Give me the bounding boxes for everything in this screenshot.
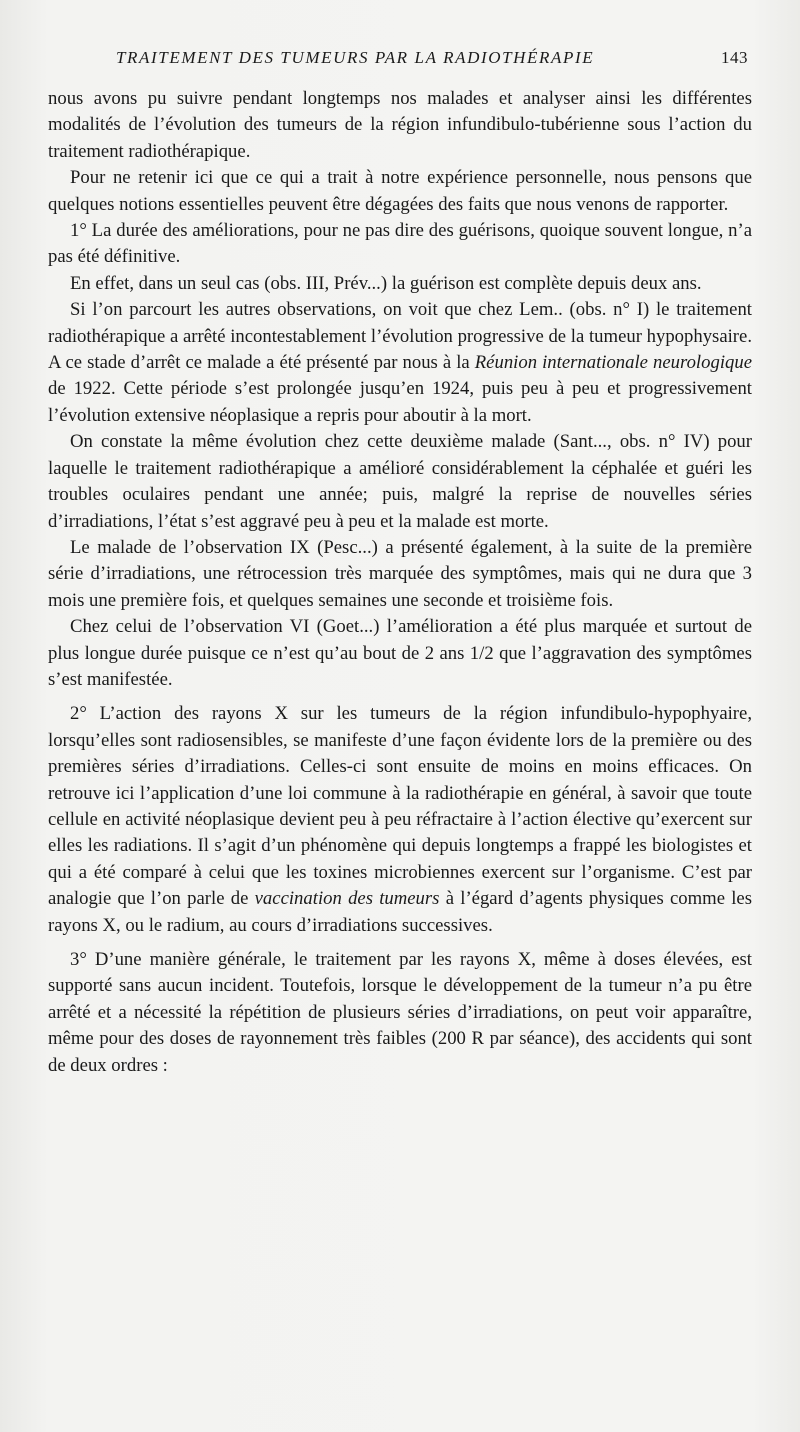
paragraph-4: En effet, dans un seul cas (obs. III, Prév...) la guérison est complète depuis deux ans. (70, 272, 702, 294)
paragraph-9-italic: vaccination des tumeurs (254, 888, 440, 910)
paragraph-7: Le malade de l’observation IX (Pesc...) a présenté également, à la suite de la première série d’irradiations, une rétrocession très marquée des symptômes, mais qui ne dura que 3 mois une première fois, et quelques semaines une seconde et troisième fois. (48, 536, 752, 611)
paragraph-5-text-a: Si l’on parcourt les autres observations, on voit que chez Lem.. (obs. n° I) le traitement radiothérapique a arrêté incontestablement l’évolution progressive de la tumeur hypophysaire. A ce stade d’arrêt ce malade a été présenté par nous à la (48, 299, 752, 374)
page-header (108, 48, 748, 74)
paragraph-8: Chez celui de l’observation VI (Goet...) l’amélioration a été plus marquée et surtout de plus longue durée puisque ce n’est qu’au bout de 2 ans 1/2 que l’aggravation des symptômes s’est manifestée. (48, 616, 752, 690)
paragraph-10: 3° D’une manière générale, le traitement par les rayons X, même à doses élevées, est supporté sans aucun incident. Toutefois, lorsque le développement de la tumeur n’a pu être arrêté et a nécessité la répétition de plusieurs séries d’irradiations, on peut voir apparaître, même pour des doses de rayonnement très faibles (200 R par séance), des accidents qui sont de deux ordres : (48, 949, 752, 1076)
paragraph-2: Pour ne retenir ici que ce qui a trait à notre expérience personnelle, nous pensons que quelques notions essentielles peuvent être dégagées des faits que nous venons de rapporter. (48, 167, 752, 215)
paragraph-9-text-a: 2° L’action des rayons X sur les tumeurs de la région infundibulo-hypophyaire, lorsqu’elles sont radiosensibles, se manifeste d’une façon évidente lors de la première ou des premières séries d’irradiations. Celles-ci sont ensuite de moins en moins efficaces. On retrouve ici l’application d’une loi commune à la radiothérapie en général, à savoir que toute cellule en activité néoplasique devient peu à peu réfractaire à l’action élective qu’exercent sur elles les radiations. Il s’agit d’un phénomène qui depuis longtemps a frappé les biologistes et qui a été comparé à celui que les toxines microbiennes exercent sur l’organisme. C’est par analogie que l’on parle de (48, 703, 752, 910)
page-number: 143 (721, 48, 748, 67)
paragraph-5 (48, 297, 752, 429)
paragraph-5-text-b: de 1922. Cette période s’est prolongée jusqu’en 1924, puis peu à peu et progressivement l’évolution extensive néoplasique a repris pour aboutir à la mort. (48, 378, 752, 426)
paragraph-9-text-b: à l’égard d’agents physiques comme les rayons X, ou le radium, au cours d’irradiations successives. (48, 888, 752, 936)
paragraph-9 (48, 701, 752, 939)
paragraph-1: nous avons pu suivre pendant longtemps nos malades et analyser ainsi les différentes modalités de l’évolution des tumeurs de la région infundibulo-tubérienne sous l’action du traitement radiothérapique. (48, 88, 752, 162)
paragraph-5-italic: Réunion internationale neurologique (474, 352, 752, 374)
paragraph-3: 1° La durée des améliorations, pour ne pas dire des guérisons, quoique souvent longue, n’a pas été définitive. (48, 220, 752, 268)
running-title: TRAITEMENT DES TUMEURS PAR LA RADIOTHÉRAPIE (116, 48, 595, 67)
paragraph-6: On constate la même évolution chez cette deuxième malade (Sant..., obs. n° IV) pour laquelle le traitement radiothérapique a amélioré considérablement la céphalée et guéri les troubles oculaires pendant une année; puis, malgré la reprise de nouvelles séries d’irradiations, l’état s’est aggravé peu à peu et la malade est morte. (48, 431, 752, 532)
body-text (48, 86, 752, 1079)
